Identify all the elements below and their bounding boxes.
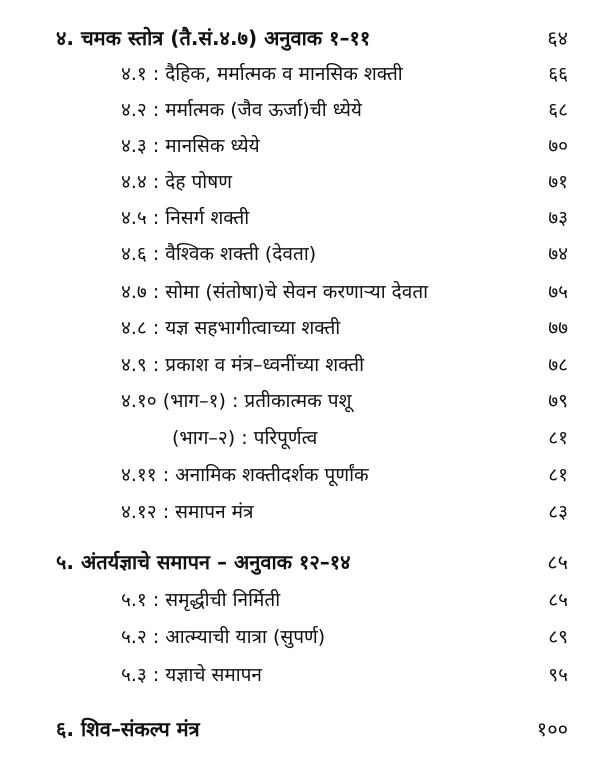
toc-entry-4-7 <box>0 277 600 307</box>
toc-entry-4-4 <box>0 167 600 197</box>
page-number: ८१ <box>548 427 568 449</box>
page-number: ८५ <box>547 550 568 574</box>
entry-title: ४.३ : मानसिक ध्येये <box>121 135 260 157</box>
page-number: ९५ <box>548 664 568 686</box>
toc-entry-4-6 <box>0 239 600 269</box>
toc-entry-5-2 <box>0 622 600 652</box>
toc-entry-5-1 <box>0 585 600 615</box>
toc-entry-4-10-part-1 <box>0 386 600 416</box>
page-number: ८१ <box>548 464 568 486</box>
page-number: ८३ <box>548 501 568 523</box>
toc-entry-4-11 <box>0 460 600 490</box>
page-number: ७५ <box>548 281 568 303</box>
page-number: ६६ <box>548 63 568 85</box>
page-number: ६४ <box>547 26 568 50</box>
entry-title: (भाग–२) : परिपूर्णत्व <box>172 427 318 449</box>
entry-title: ४.७ : सोमा (संतोषा)चे सेवन करणाऱ्या देवता <box>121 281 429 303</box>
toc-entry-4-9 <box>0 350 600 380</box>
entry-title: ४.६ : वैश्विक शक्ती (देवता) <box>121 243 317 265</box>
toc-entry-4-8 <box>0 313 600 343</box>
toc-entry-4-3 <box>0 131 600 161</box>
page-number: ७९ <box>548 390 568 412</box>
toc-chapter-5 <box>0 547 600 577</box>
entry-title: ४.५ : निसर्ग शक्ती <box>121 207 250 229</box>
toc-entry-4-12 <box>0 497 600 527</box>
page-number: ७८ <box>548 354 568 376</box>
page-number: ७४ <box>548 243 568 265</box>
entry-title: ४.१२ : समापन मंत्र <box>121 501 254 523</box>
entry-title: ५.३ : यज्ञाचे समापन <box>121 664 262 686</box>
entry-title: ४.८ : यज्ञ सहभागीत्वाच्या शक्ती <box>121 317 341 339</box>
page-number: ८९ <box>548 626 568 648</box>
page-number: ७० <box>548 135 568 157</box>
toc-entry-4-1 <box>0 59 600 89</box>
entry-title: ४.४ : देह पोषण <box>121 171 232 193</box>
toc-chapter-6 <box>0 714 600 744</box>
entry-title: ५.२ : आत्म्याची यात्रा (सुपर्ण) <box>121 626 326 648</box>
toc-entry-4-10-part-2 <box>0 423 600 453</box>
page-number: ७१ <box>548 171 568 193</box>
entry-title: ४.९ : प्रकाश व मंत्र–ध्वनींच्या शक्ती <box>121 354 365 376</box>
page-number: १०० <box>536 717 568 741</box>
entry-title: ४.१ : दैहिक, मर्मात्मक व मानसिक शक्ती <box>121 63 403 85</box>
entry-title: ४.२ : मर्मात्मक (जैव ऊर्जा)ची ध्येये <box>121 99 362 121</box>
toc-entry-5-3 <box>0 660 600 690</box>
page-number: ६८ <box>548 99 568 121</box>
toc-chapter-4 <box>0 23 600 53</box>
chapter-title: ४. चमक स्तोत्र (तै.सं.४.७) अनुवाक १–११ <box>56 26 371 50</box>
chapter-title: ५. अंतर्यज्ञाचे समापन – अनुवाक १२–१४ <box>56 550 351 574</box>
page-number: ८५ <box>548 589 568 611</box>
entry-title: ४.१० (भाग–१) : प्रतीकात्मक पशू <box>121 390 352 412</box>
entry-title: ४.११ : अनामिक शक्तीदर्शक पूर्णांक <box>121 464 369 486</box>
chapter-title: ६. शिव–संकल्प मंत्र <box>56 717 200 741</box>
page-number: ७३ <box>548 207 568 229</box>
entry-title: ५.१ : समृद्धीची निर्मिती <box>121 589 281 611</box>
page-number: ७७ <box>548 317 568 339</box>
toc-entry-4-5 <box>0 203 600 233</box>
toc-entry-4-2 <box>0 95 600 125</box>
